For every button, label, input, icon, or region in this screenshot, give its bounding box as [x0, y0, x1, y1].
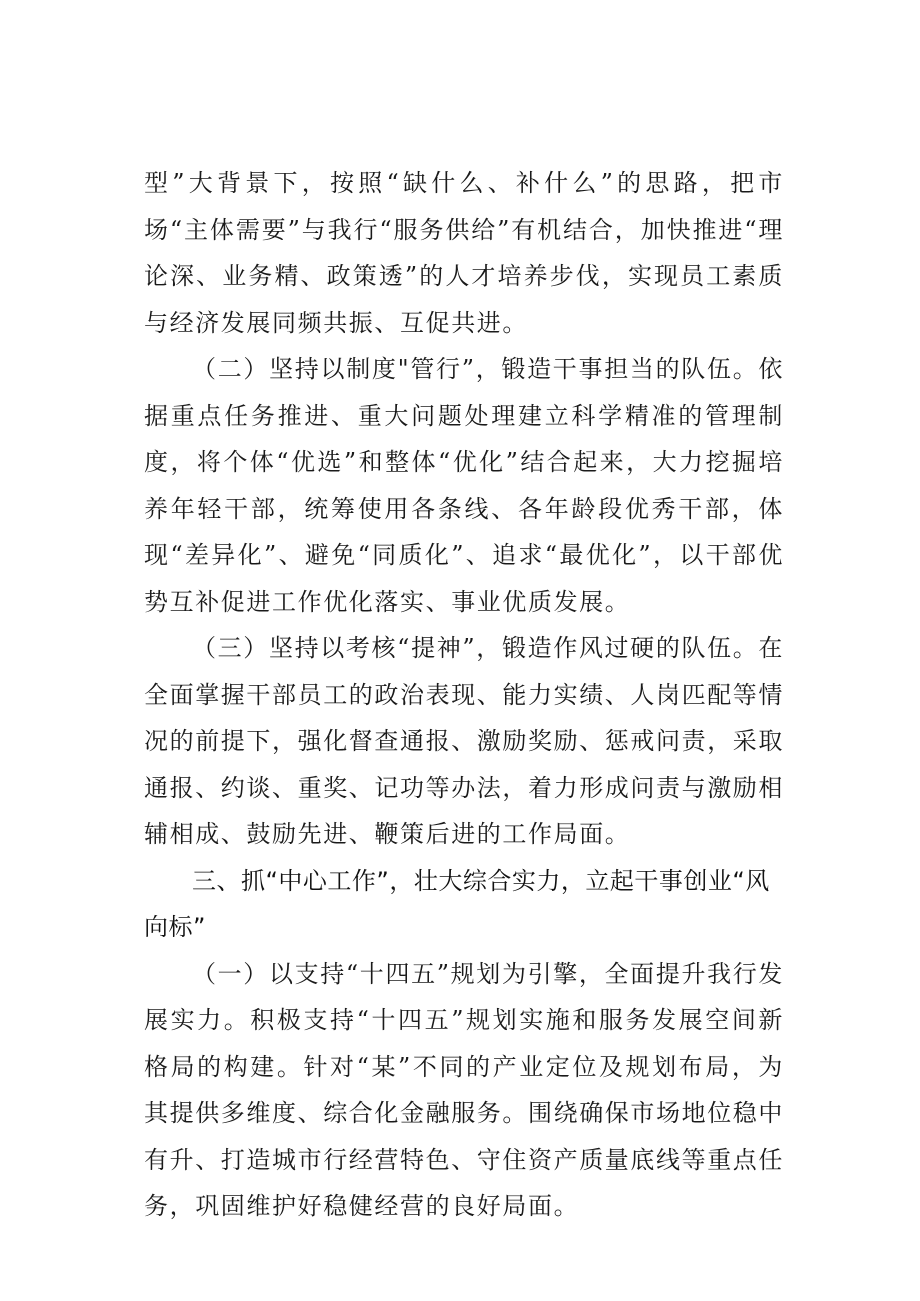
- document-body: [144, 160, 784, 1230]
- paragraph-item-2: （二）坚持以制度"管行”，锻造干事担当的队伍。依据重点任务推进、重大问题处理建立科学精准的管理制度，将个体“优选”和整体“优化”结合起来，大力挖掘培养年轻干部，统筹使用各条线、各年龄段优秀干部，体现“差异化”、避免“同质化”、追求“最优化”，以干部优势互补促进工作优化落实、事业优质发展。: [144, 355, 784, 616]
- paragraph-item-3: （三）坚持以考核“提神”，锻造作风过硬的队伍。在全面掌握干部员工的政治表现、能力实绩、人岗匹配等情况的前提下，强化督查通报、激励奖励、惩戒问责，采取通报、约谈、重奖、记功等办法，着力形成问责与激励相辅相成、鼓励先进、鞭策后进的工作局面。: [144, 634, 784, 848]
- section-heading: 三、抓“中心工作”，壮大综合实力，立起干事创业“风向标”: [144, 866, 770, 941]
- paragraph-section-3-item-1: （一）以支持“十四五”规划为引擎，全面提升我行发展实力。积极支持“十四五”规划实施和服务发展空间新格局的构建。针对“某”不同的产业定位及规划布局，为其提供多维度、综合化金融服务。围绕确保市场地位稳中有升、打造城市行经营特色、守住资产质量底线等重点任务，巩固维护好稳健经营的良好局面。: [144, 959, 784, 1220]
- paragraph-continued: 型”大背景下，按照“缺什么、补什么”的思路，把市场“主体需要”与我行“服务供给”有机结合，加快推进“理论深、业务精、政策透”的人才培养步伐，实现员工素质与经济发展同频共振、互促共进。: [144, 169, 784, 337]
